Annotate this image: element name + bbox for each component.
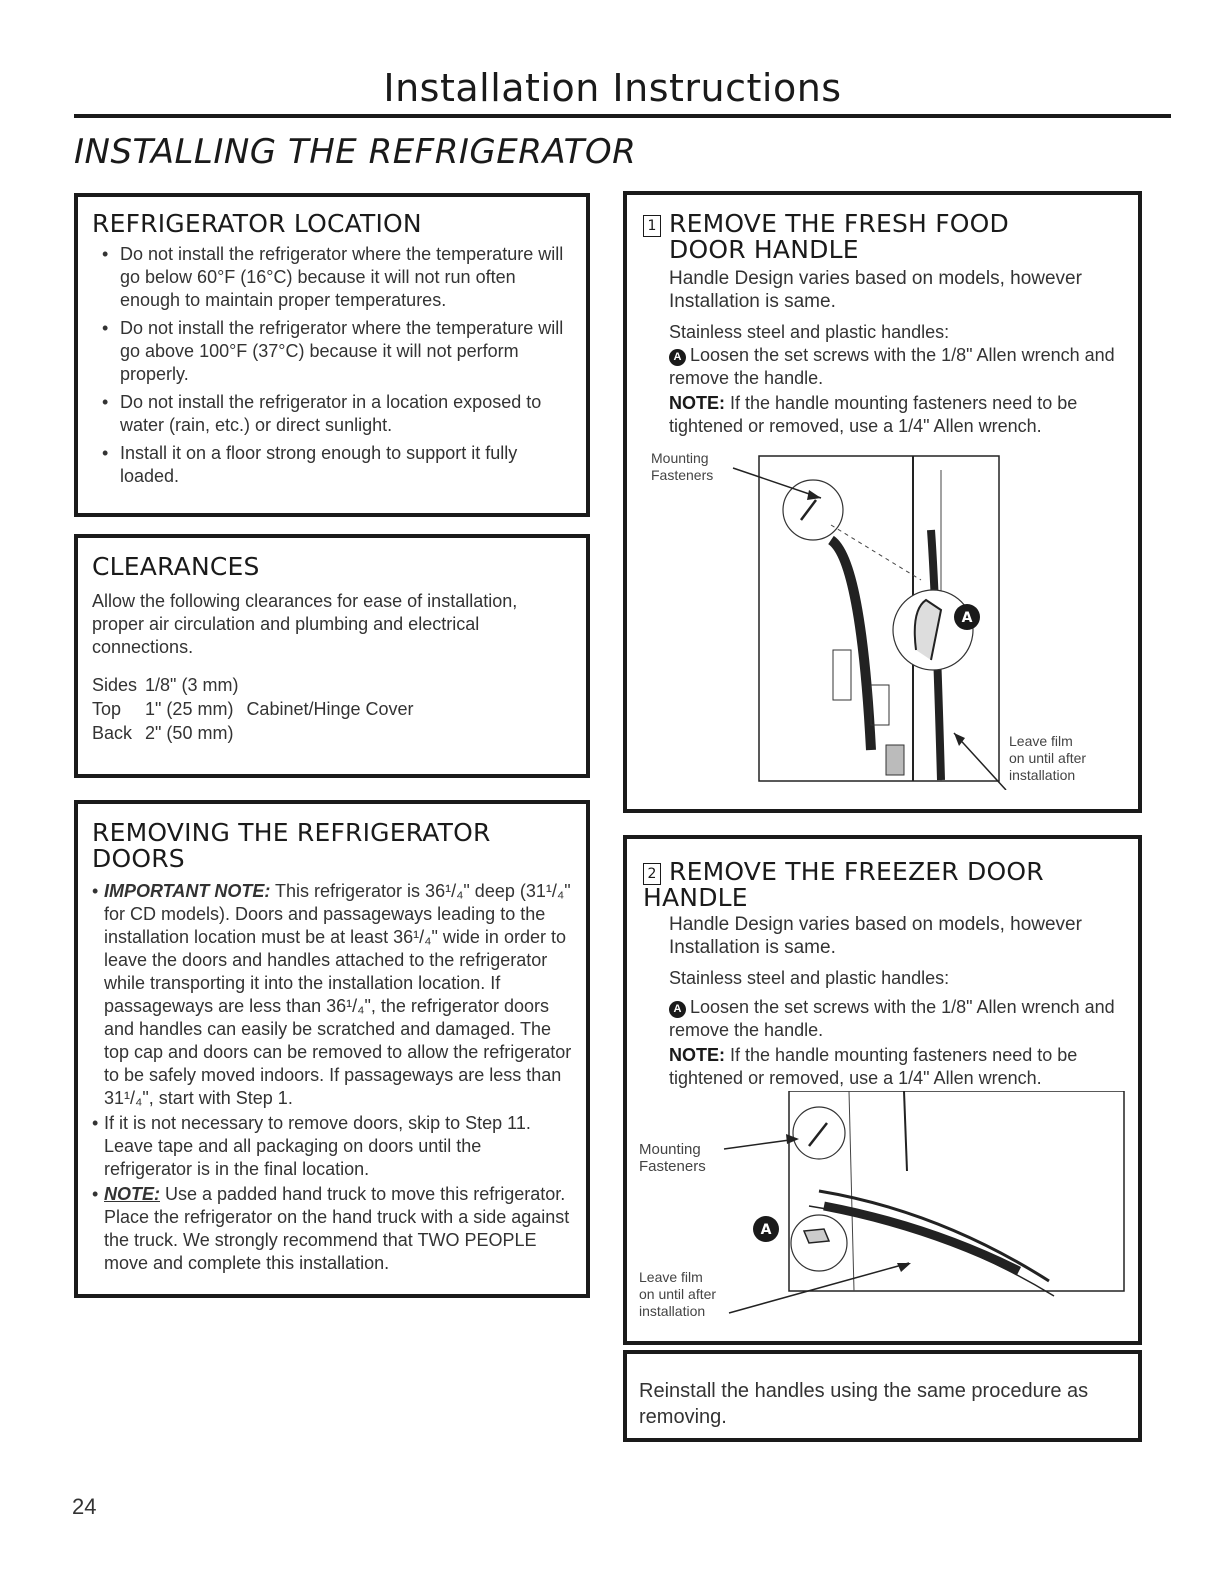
step2-sub: Stainless steel and plastic handles:	[669, 968, 950, 988]
clearance-note: Cabinet/Hinge Cover	[246, 699, 414, 719]
note-label: NOTE:	[104, 1184, 160, 1204]
step2-heading	[643, 859, 1128, 911]
marker-a-icon: A	[669, 1001, 686, 1018]
label-line: on until after	[1009, 750, 1087, 766]
step1-note	[643, 392, 1124, 438]
step2-instruction	[643, 996, 1128, 1042]
clearance-value: 1/8" (3 mm)	[145, 675, 239, 695]
label-line: Leave film	[639, 1269, 703, 1285]
list-item: • Do not install the refrigerator where the temperature will go below 60°F (16°C) because it will not run often enough to maintain proper temperatures.	[92, 243, 572, 312]
label-line: installation	[639, 1303, 706, 1319]
doors-box	[74, 800, 590, 1298]
svg-text:A: A	[760, 1222, 772, 1238]
step2-number: 2	[643, 863, 661, 885]
step1-box	[623, 191, 1142, 813]
note-text: If the handle mounting fasteners need to be tightened or removed, use a 1/4" Allen wrench.	[669, 393, 1078, 436]
doors-important: • IMPORTANT NOTE: This refrigerator is 36¹/₄" deep (31¹/₄" for CD models). Doors and passageways leading to the installation location must be at least 36¹/₄" wide in order to leave the doors and handles attached to the refrigerator while transporting it into the installation location. If passageways are less than 36¹/₄", the refrigerator doors and handles can easily be scratched and damaged. The top cap and doors can be removed to allow the refrigerator to be safely moved indoors. If passageways are less than 31¹/₄", start with Step 1.	[92, 881, 572, 1108]
label-line: Mounting	[651, 450, 709, 466]
svg-text:A: A	[961, 610, 973, 626]
marker-a-icon: A	[669, 349, 686, 366]
instruction-text: Loosen the set screws with the 1/8" Allen wrench and remove the handle.	[669, 997, 1115, 1040]
clearance-side: Back	[92, 723, 133, 743]
table-row	[92, 697, 422, 721]
step1-heading-line2: DOOR HANDLE	[669, 235, 859, 264]
clearance-note	[246, 673, 421, 697]
location-box	[74, 193, 590, 517]
page-title: Installation Instructions	[383, 66, 842, 110]
clearance-value: 2" (50 mm)	[145, 723, 234, 743]
title-divider	[74, 114, 1171, 118]
note-label: NOTE:	[669, 393, 725, 413]
note-label: NOTE:	[669, 1045, 725, 1065]
freezer-handle-figure	[639, 1091, 1129, 1331]
label-line: Leave film	[1009, 733, 1073, 749]
label-line: Fasteners	[651, 467, 714, 483]
fasteners-label	[639, 1141, 706, 1175]
skip-text: If it is not necessary to remove doors, skip to Step 11. Leave tape and all packaging on doors until the refrigerator is in the final location.	[104, 1113, 531, 1179]
film-label	[1009, 733, 1086, 784]
important-text: This refrigerator is 36¹/₄" deep (31¹/₄" for CD models). Doors and passageways leading to the installation location must be at least 36¹/₄" wide in order to leave the doors and handles attached to the refrigerator while transporting it into the installation location. If passageways are less than 36¹/₄", the refrigerator doors and handles can easily be scratched and damaged. The top cap and doors can be removed to allow the refrigerator to be safely moved indoors. If passageways are less than 31¹/₄", start with Step 1.	[104, 881, 572, 1108]
step1-sub: Stainless steel and plastic handles:	[669, 322, 950, 342]
note-text: Use a padded hand truck to move this refrigerator. Place the refrigerator on the hand truck with a side against the truck. We strongly recommend that TWO PEOPLE move and complete this installation.	[104, 1184, 570, 1273]
list-item: • Install it on a floor strong enough to support it fully loaded.	[92, 442, 572, 488]
step2-note	[643, 1044, 1128, 1090]
doors-skip: • If it is not necessary to remove doors, skip to Step 11. Leave tape and all packaging on doors until the refrigerator is in the final location.	[92, 1113, 531, 1179]
clearance-side: Sides	[92, 675, 138, 695]
film-label	[639, 1269, 716, 1320]
clearances-table	[92, 673, 422, 745]
section-title: INSTALLING THE REFRIGERATOR	[74, 132, 637, 172]
step1-design: Handle Design varies based on models, however Installation is same.	[669, 268, 1082, 312]
step2-heading-text: REMOVE THE FREEZER DOOR HANDLE	[643, 857, 1044, 912]
step2-box	[623, 835, 1142, 1345]
clearance-value: 1" (25 mm)	[145, 699, 234, 719]
label-line: installation	[1009, 767, 1076, 783]
clearances-heading: CLEARANCES	[92, 552, 260, 581]
clearances-box	[74, 534, 590, 778]
step1-heading	[643, 211, 1124, 263]
label-line: Mounting	[639, 1141, 701, 1158]
step2-design: Handle Design varies based on models, however Installation is same.	[669, 914, 1082, 958]
table-row	[92, 721, 422, 745]
location-list	[92, 243, 572, 488]
step1-heading-line1: REMOVE THE FRESH FOOD	[669, 209, 1009, 238]
list-item: • Do not install the refrigerator in a location exposed to water (rain, etc.) or direct sunlight.	[92, 391, 572, 437]
doors-heading: REMOVING THE REFRIGERATOR DOORS	[92, 818, 491, 873]
reinstall-box	[623, 1350, 1142, 1442]
clearance-note	[246, 721, 421, 745]
list-item: • Do not install the refrigerator where the temperature will go above 100°F (37°C) because it will not perform properly.	[92, 317, 572, 386]
doors-note: • NOTE: Use a padded hand truck to move this refrigerator. Place the refrigerator on the hand truck with a side against the truck. We strongly recommend that TWO PEOPLE move and complete this installation.	[92, 1184, 570, 1273]
important-label: IMPORTANT NOTE:	[104, 881, 271, 901]
clearance-side: Top	[92, 699, 122, 719]
step1-number: 1	[643, 215, 661, 237]
location-heading: REFRIGERATOR LOCATION	[92, 209, 422, 238]
reinstall-text: Reinstall the handles using the same procedure as removing.	[639, 1380, 1089, 1428]
table-row	[92, 673, 422, 697]
instruction-text: Loosen the set screws with the 1/8" Allen wrench and remove the handle.	[669, 345, 1115, 388]
page-number: 24	[72, 1494, 97, 1519]
fresh-food-handle-figure	[651, 450, 1111, 790]
label-line: Fasteners	[639, 1158, 706, 1175]
clearances-intro: Allow the following clearances for ease of installation, proper air circulation and plumbing and electrical connections.	[92, 591, 518, 657]
step1-instruction	[643, 344, 1124, 390]
label-line: on until after	[639, 1286, 717, 1302]
note-text: If the handle mounting fasteners need to be tightened or removed, use a 1/4" Allen wrench.	[669, 1045, 1078, 1088]
